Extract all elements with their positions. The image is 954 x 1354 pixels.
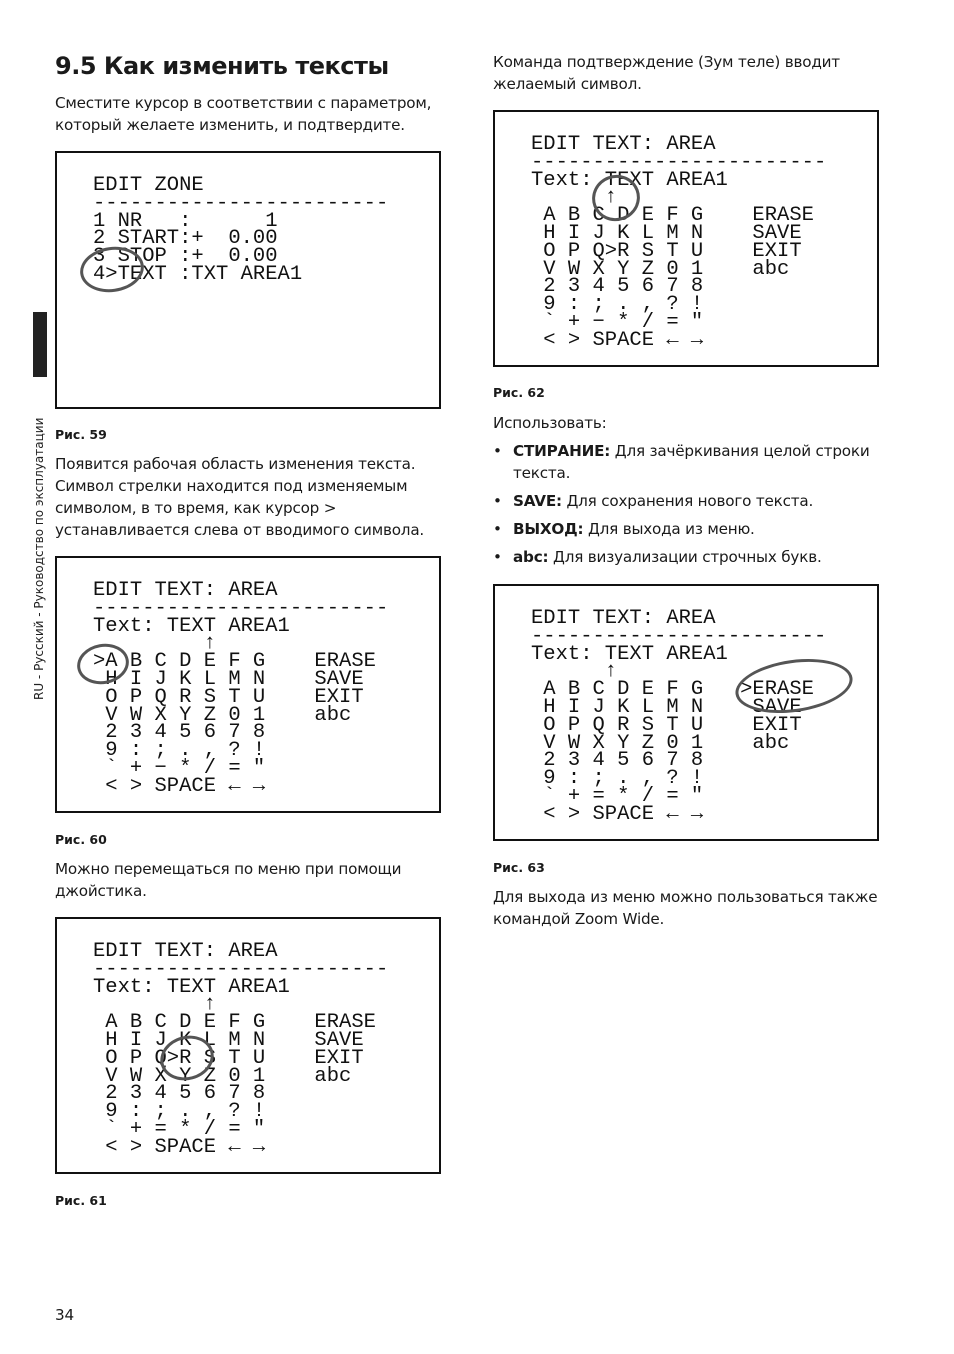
- osd-text: EDIT TEXT: AREA ------------------------ Text: TEXT AREA1 ↑ >A B C D E F G ERASE H I J K L M N SAVE O P Q R S T U EXIT V W X Y Z 0 1 abc 2 3 4 5 6 7 8 9 : ; . , ? ! ` + − * / = " < > SPACE ← →: [93, 579, 389, 798]
- section-marker: [33, 312, 47, 377]
- page-number: 34: [55, 1306, 74, 1324]
- figure-60-screen: [55, 556, 441, 813]
- paragraph-after-59: Появится рабочая область изменения текста. Символ стрелки находится под изменяемым символом, в то время, как курсор > устанавливается слева от вводимого символа.: [55, 455, 425, 539]
- figure-63-screen: [493, 584, 879, 841]
- bullet-text: Для визуализации строчных букв.: [548, 548, 822, 566]
- right-intro-paragraph: Команда подтверждение (Зум теле) вводит желаемый символ.: [493, 53, 840, 93]
- figure-59-screen: [55, 151, 441, 409]
- intro-paragraph: Сместите курсор в соответствии с параметром, который желаете изменить, и подтвердите.: [55, 94, 432, 134]
- bullet-text: Для выхода из меню.: [583, 520, 755, 538]
- bullet-item: [493, 490, 883, 512]
- bullet-term: ВЫХОД:: [513, 520, 584, 538]
- paragraph-after-63: Для выхода из меню можно пользоваться также командой Zoom Wide.: [493, 888, 878, 928]
- figure-61-caption: Рис. 61: [55, 1193, 107, 1208]
- figure-60-caption: Рис. 60: [55, 832, 107, 847]
- figure-59-caption: Рис. 59: [55, 427, 107, 442]
- bullet-text: Для сохранения нового текста.: [561, 492, 814, 510]
- bullet-term: abc:: [513, 548, 549, 566]
- osd-text: EDIT TEXT: AREA ------------------------ Text: TEXT AREA1 ↑ A B C D E F G >ERASE H I J K L M N SAVE O P Q R S T U EXIT V W X Y Z 0 1 abc 2 3 4 5 6 7 8 9 : ; . , ? ! ` + = * / = " < > SPACE ← →: [531, 607, 827, 826]
- bullet-term: SAVE:: [513, 492, 562, 510]
- bullet-item: [493, 440, 883, 484]
- paragraph-after-60: Можно перемещаться по меню при помощи джойстика.: [55, 860, 402, 900]
- bullet-list: [493, 440, 883, 568]
- section-title: 9.5 Как изменить тексты: [55, 52, 389, 80]
- osd-text: EDIT TEXT: AREA ------------------------ Text: TEXT AREA1 ↑ A B C D E F G ERASE H I J K L M N SAVE O P Q>R S T U EXIT V W X Y Z 0 1 abc 2 3 4 5 6 7 8 9 : ; . , ? ! ` + = * / = " < > SPACE ← →: [93, 940, 389, 1159]
- figure-62-caption: Рис. 62: [493, 385, 545, 400]
- sidebar-label: RU - Русский - Руководство по эксплуатации: [32, 417, 46, 700]
- bullet-item: [493, 518, 883, 540]
- figure-62-screen: [493, 110, 879, 367]
- bullet-text: Для зачёркивания целой строки текста.: [513, 442, 870, 482]
- use-label: Использовать:: [493, 414, 607, 432]
- bullet-term: СТИРАНИЕ:: [513, 442, 611, 460]
- bullet-item: [493, 546, 883, 568]
- figure-63-caption: Рис. 63: [493, 860, 545, 875]
- osd-text: EDIT TEXT: AREA ------------------------ Text: TEXT AREA1 ↑ A B C D E F G ERASE H I J K L M N SAVE O P Q>R S T U EXIT V W X Y Z 0 1 abc 2 3 4 5 6 7 8 9 : ; . , ? ! ` + − * / = " < > SPACE ← →: [531, 133, 827, 352]
- osd-text: EDIT ZONE ------------------------ 1 NR : 1 2 START:+ 0.00 3 STOP :+ 0.00 4>TEXT :TXT AREA1: [93, 174, 389, 286]
- figure-61-screen: [55, 917, 441, 1174]
